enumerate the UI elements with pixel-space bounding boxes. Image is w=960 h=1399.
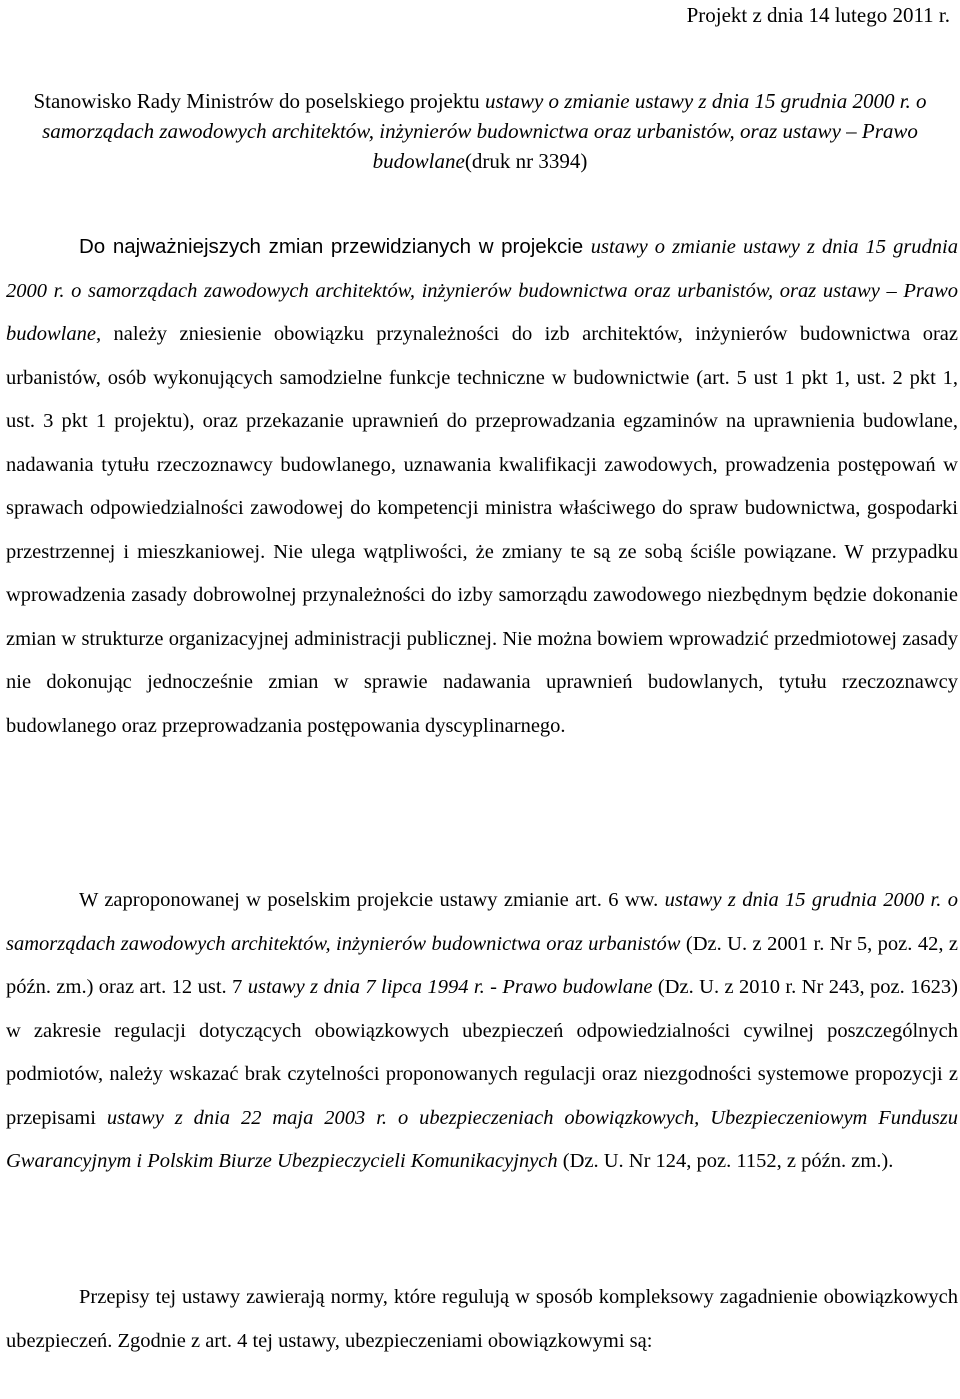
paragraph-2-seg-5: ustawy z dnia 22 maja 2003 r. o ubezpieczeniach obowiązkowych, Ubezpieczeniowym Funduszu Gwarancyjnym i Polskim Biurze Ubezpieczycieli Komunikacyjnych [6, 1106, 958, 1172]
title-plain-2: (druk nr 3394) [464, 149, 588, 173]
title-plain-1: Stanowisko Rady Ministrów do poselskiego projektu [33, 89, 485, 113]
paragraph-2-seg-6: (Dz. U. Nr 124, poz. 1152, z późn. zm.). [557, 1150, 894, 1172]
document-title [30, 86, 930, 176]
paragraph-2-seg-4: (Dz. U. z 2010 r. Nr 243, poz. 1623) w zakresie regulacji dotyczących obowiązkowych ubezpieczeń odpowiedzialności cywilnej poszczególnych podmiotów, należy wskazać brak czytelności proponowanych regulacji oraz niezgodności systemowe propozycji z przepisami [6, 976, 958, 1129]
project-date: Projekt z dnia 14 lutego 2011 r. [686, 3, 950, 27]
paragraph-3 [6, 1276, 958, 1363]
paragraph-3-seg-0: Przepisy tej ustawy zawierają normy, które regulują w sposób kompleksowy zagadnienie obowiązkowych ubezpieczeń. Zgodnie z art. 4 tej ustawy, ubezpieczeniami obowiązkowymi są: [6, 1286, 958, 1352]
paragraph-1-seg-0: Do najważniejszych zmian przewidzianych w projekcie [79, 235, 591, 258]
paragraph-1-seg-1: ustawy o zmianie ustawy z dnia 15 grudnia 2000 r. o samorządach zawodowych architektów, inżynierów budownictwa oraz urbanistów, oraz ustawy – Prawo budowlane [6, 236, 958, 345]
paragraph-2-seg-1: ustawy z dnia 15 grudnia 2000 r. o samorządach zawodowych architektów, inżynierów budownictwa oraz urbanistów [6, 889, 958, 955]
paragraph-2-seg-3: ustawy z dnia 7 lipca 1994 r. - Prawo budowlane [247, 976, 653, 998]
paragraph-2 [6, 879, 958, 1184]
paragraph-2-seg-2: (Dz. U. z 2001 r. Nr 5, poz. 42, z późn. zm.) oraz art. 12 ust. 7 [6, 932, 958, 998]
paragraph-2-seg-0: W zaproponowanej w poselskim projekcie ustawy zmianie art. 6 ww. [79, 889, 665, 911]
title-italic-1: ustawy o zmianie ustawy z dnia 15 grudnia 2000 r. o samorządach zawodowych architektów, inżynierów budownictwa oraz urbanistów, oraz ustawy – Prawo budowlane [42, 89, 927, 173]
paragraph-1-seg-2: , należy zniesienie obowiązku przynależności do izb architektów, inżynierów budownictwa oraz urbanistów, osób wykonujących samodzielne funkcje techniczne w budownictwie (art. 5 ust 1 pkt 1, ust. 2 pkt 1, ust. 3 pkt 1 projektu), oraz przekazanie uprawnień do przeprowadzania egzaminów na uprawnienia budowlane, nadawania tytułu rzeczoznawcy budowlanego, uznawania kwalifikacji zawodowych, prowadzenia postępowań w sprawach odpowiedzialności zawodowej do kompetencji ministra właściwego do spraw budownictwa, gospodarki przestrzennej i mieszkaniowej. Nie ulega wątpliwości, że zmiany te są ze sobą ściśle powiązane. W przypadku wprowadzenia zasady dobrowolnej przynależności do izby samorządu zawodowego niezbędnym będzie dokonanie zmian w strukturze organizacyjnej administracji publicznej. Nie można bowiem wprowadzić przedmiotowej zasady nie dokonując jednocześnie zmian w sprawie nadawania uprawnień budowlanych, tytułu rzeczoznawcy budowlanego oraz przeprowadzania postępowania dyscyplinarnego. [6, 323, 958, 737]
paragraph-1 [6, 225, 958, 748]
